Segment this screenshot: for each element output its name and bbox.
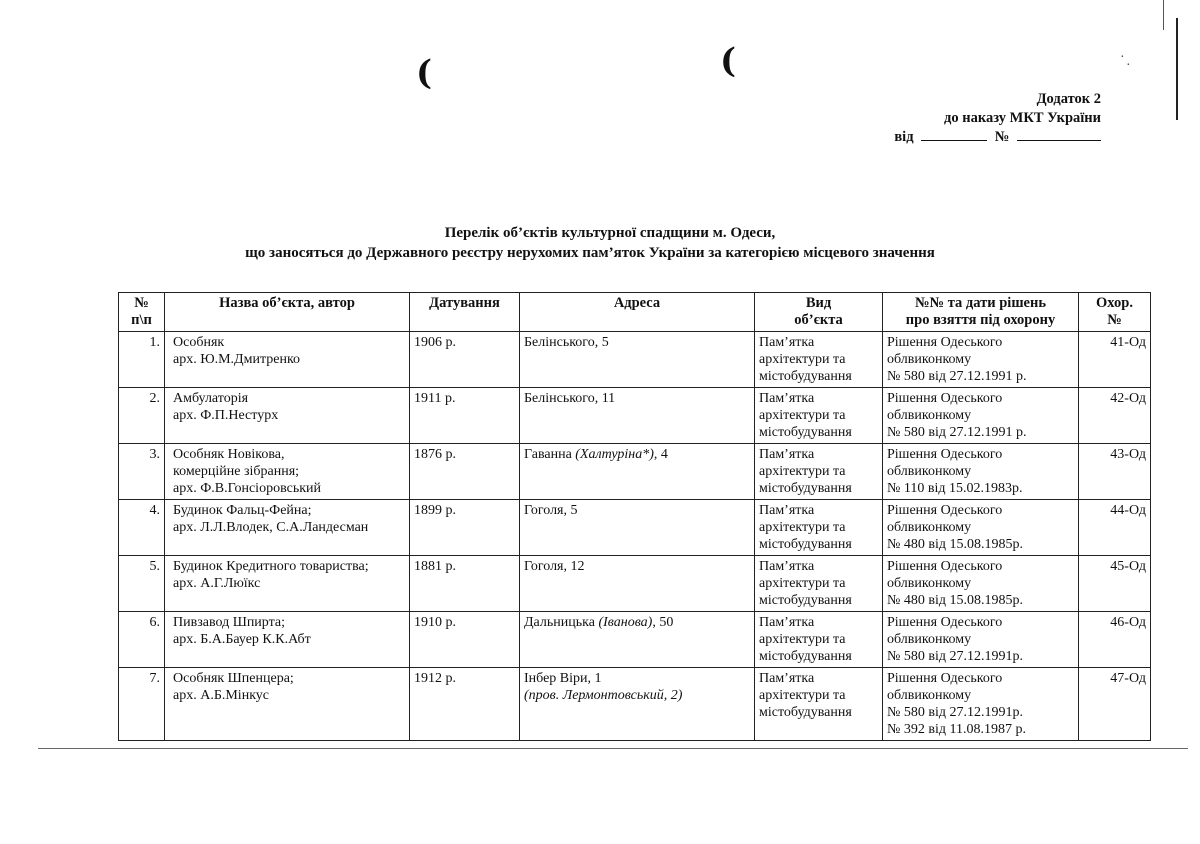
- cell-protection: 47-Од: [1079, 668, 1151, 741]
- heritage-objects-table: [118, 292, 1151, 741]
- cell-address: Гоголя, 5: [520, 500, 755, 556]
- table-row: [119, 388, 1151, 444]
- cell-protection: 44-Од: [1079, 500, 1151, 556]
- cell-type: Пам’ятка архітектури та містобудування: [755, 556, 883, 612]
- cell-dating: 1881 р.: [410, 556, 520, 612]
- cell-dating: 1899 р.: [410, 500, 520, 556]
- cell-decision: Рішення Одеського облвиконкому № 580 від 27.12.1991р. № 392 від 11.08.1987 р.: [883, 668, 1079, 741]
- header-num: № п\п: [119, 293, 165, 332]
- cell-decision: Рішення Одеського облвиконкому № 480 від 15.08.1985р.: [883, 556, 1079, 612]
- cell-num: 6.: [119, 612, 165, 668]
- annex-date-blank: [921, 128, 987, 141]
- table-row: [119, 556, 1151, 612]
- scan-mark-right: (: [720, 41, 737, 81]
- scan-mark-left: (: [416, 53, 433, 93]
- annex-date-number-line: [894, 128, 1101, 147]
- cell-num: 5.: [119, 556, 165, 612]
- cell-name: Амбулаторія арх. Ф.П.Нестурх: [165, 388, 410, 444]
- document-title-line-1: Перелік об’єктів культурної спадщини м. Одеси,: [444, 225, 776, 241]
- cell-name: Пивзавод Шпирта; арх. Б.А.Бауер К.К.Абт: [165, 612, 410, 668]
- header-address: Адреса: [520, 293, 755, 332]
- table-row: [119, 444, 1151, 500]
- table-row: [119, 332, 1151, 388]
- cell-type: Пам’ятка архітектури та містобудування: [755, 332, 883, 388]
- document-title-line-2: що заносяться до Державного реєстру нерухомих пам’яток України за категорією місцевого значення: [245, 245, 935, 261]
- cell-decision: Рішення Одеського облвиконкому № 480 від 15.08.1985р.: [883, 500, 1079, 556]
- table-row: [119, 500, 1151, 556]
- cell-type: Пам’ятка архітектури та містобудування: [755, 668, 883, 741]
- cell-num: 2.: [119, 388, 165, 444]
- cell-decision: Рішення Одеського облвиконкому № 580 від 27.12.1991 р.: [883, 332, 1079, 388]
- cell-type: Пам’ятка архітектури та містобудування: [755, 388, 883, 444]
- annex-order-ref: до наказу МКТ України: [944, 110, 1101, 126]
- table-row: [119, 668, 1151, 741]
- cell-protection: 41-Од: [1079, 332, 1151, 388]
- header-type: Вид об’єкта: [755, 293, 883, 332]
- cell-name: Особняк арх. Ю.М.Дмитренко: [165, 332, 410, 388]
- cell-address: Белінського, 5: [520, 332, 755, 388]
- cell-address: Гаванна (Халтуріна*), 4: [520, 444, 755, 500]
- cell-dating: 1911 р.: [410, 388, 520, 444]
- cell-protection: 46-Од: [1079, 612, 1151, 668]
- cell-decision: Рішення Одеського облвиконкому № 110 від 15.02.1983р.: [883, 444, 1079, 500]
- cell-protection: 45-Од: [1079, 556, 1151, 612]
- cell-num: 3.: [119, 444, 165, 500]
- cell-dating: 1906 р.: [410, 332, 520, 388]
- document-title: [0, 223, 1200, 263]
- cell-protection: 42-Од: [1079, 388, 1151, 444]
- cell-dating: 1912 р.: [410, 668, 520, 741]
- annex-number-blank: [1017, 128, 1101, 141]
- cell-num: 4.: [119, 500, 165, 556]
- scan-speck: ·: [1120, 50, 1125, 65]
- cell-address: Белінського, 11: [520, 388, 755, 444]
- cell-type: Пам’ятка архітектури та містобудування: [755, 444, 883, 500]
- bottom-rule: [38, 748, 1188, 749]
- annex-title: Додаток 2: [1036, 91, 1101, 107]
- scan-edge-line: [1176, 18, 1178, 120]
- cell-decision: Рішення Одеського облвиконкому № 580 від 27.12.1991р.: [883, 612, 1079, 668]
- header-dating: Датування: [410, 293, 520, 332]
- cell-address: Інбер Віри, 1 (пров. Лермонтовський, 2): [520, 668, 755, 741]
- cell-num: 7.: [119, 668, 165, 741]
- cell-dating: 1876 р.: [410, 444, 520, 500]
- scan-edge-line: [1163, 0, 1164, 30]
- cell-type: Пам’ятка архітектури та містобудування: [755, 500, 883, 556]
- annex-block: [894, 90, 1101, 147]
- cell-num: 1.: [119, 332, 165, 388]
- header-decision: №№ та дати рішень про взяття під охорону: [883, 293, 1079, 332]
- header-name: Назва об’єкта, автор: [165, 293, 410, 332]
- cell-name: Будинок Фальц-Фейна; арх. Л.Л.Влодек, С.А.Ландесман: [165, 500, 410, 556]
- header-protection: Охор. №: [1079, 293, 1151, 332]
- cell-protection: 43-Од: [1079, 444, 1151, 500]
- cell-address: Дальницька (Іванова), 50: [520, 612, 755, 668]
- table-row: [119, 612, 1151, 668]
- cell-name: Особняк Шпенцера; арх. А.Б.Мінкус: [165, 668, 410, 741]
- cell-dating: 1910 р.: [410, 612, 520, 668]
- table-header-row: [119, 293, 1151, 332]
- cell-name: Особняк Новікова, комерційне зібрання; арх. Ф.В.Гонсіоровський: [165, 444, 410, 500]
- table-body: [119, 332, 1151, 741]
- cell-decision: Рішення Одеського облвиконкому № 580 від 27.12.1991 р.: [883, 388, 1079, 444]
- annex-number-label: №: [994, 129, 1010, 145]
- cell-type: Пам’ятка архітектури та містобудування: [755, 612, 883, 668]
- scan-speck: ·: [1126, 58, 1131, 73]
- cell-address: Гоголя, 12: [520, 556, 755, 612]
- cell-name: Будинок Кредитного товариства; арх. А.Г.Люїкс: [165, 556, 410, 612]
- annex-date-label: від: [894, 129, 914, 145]
